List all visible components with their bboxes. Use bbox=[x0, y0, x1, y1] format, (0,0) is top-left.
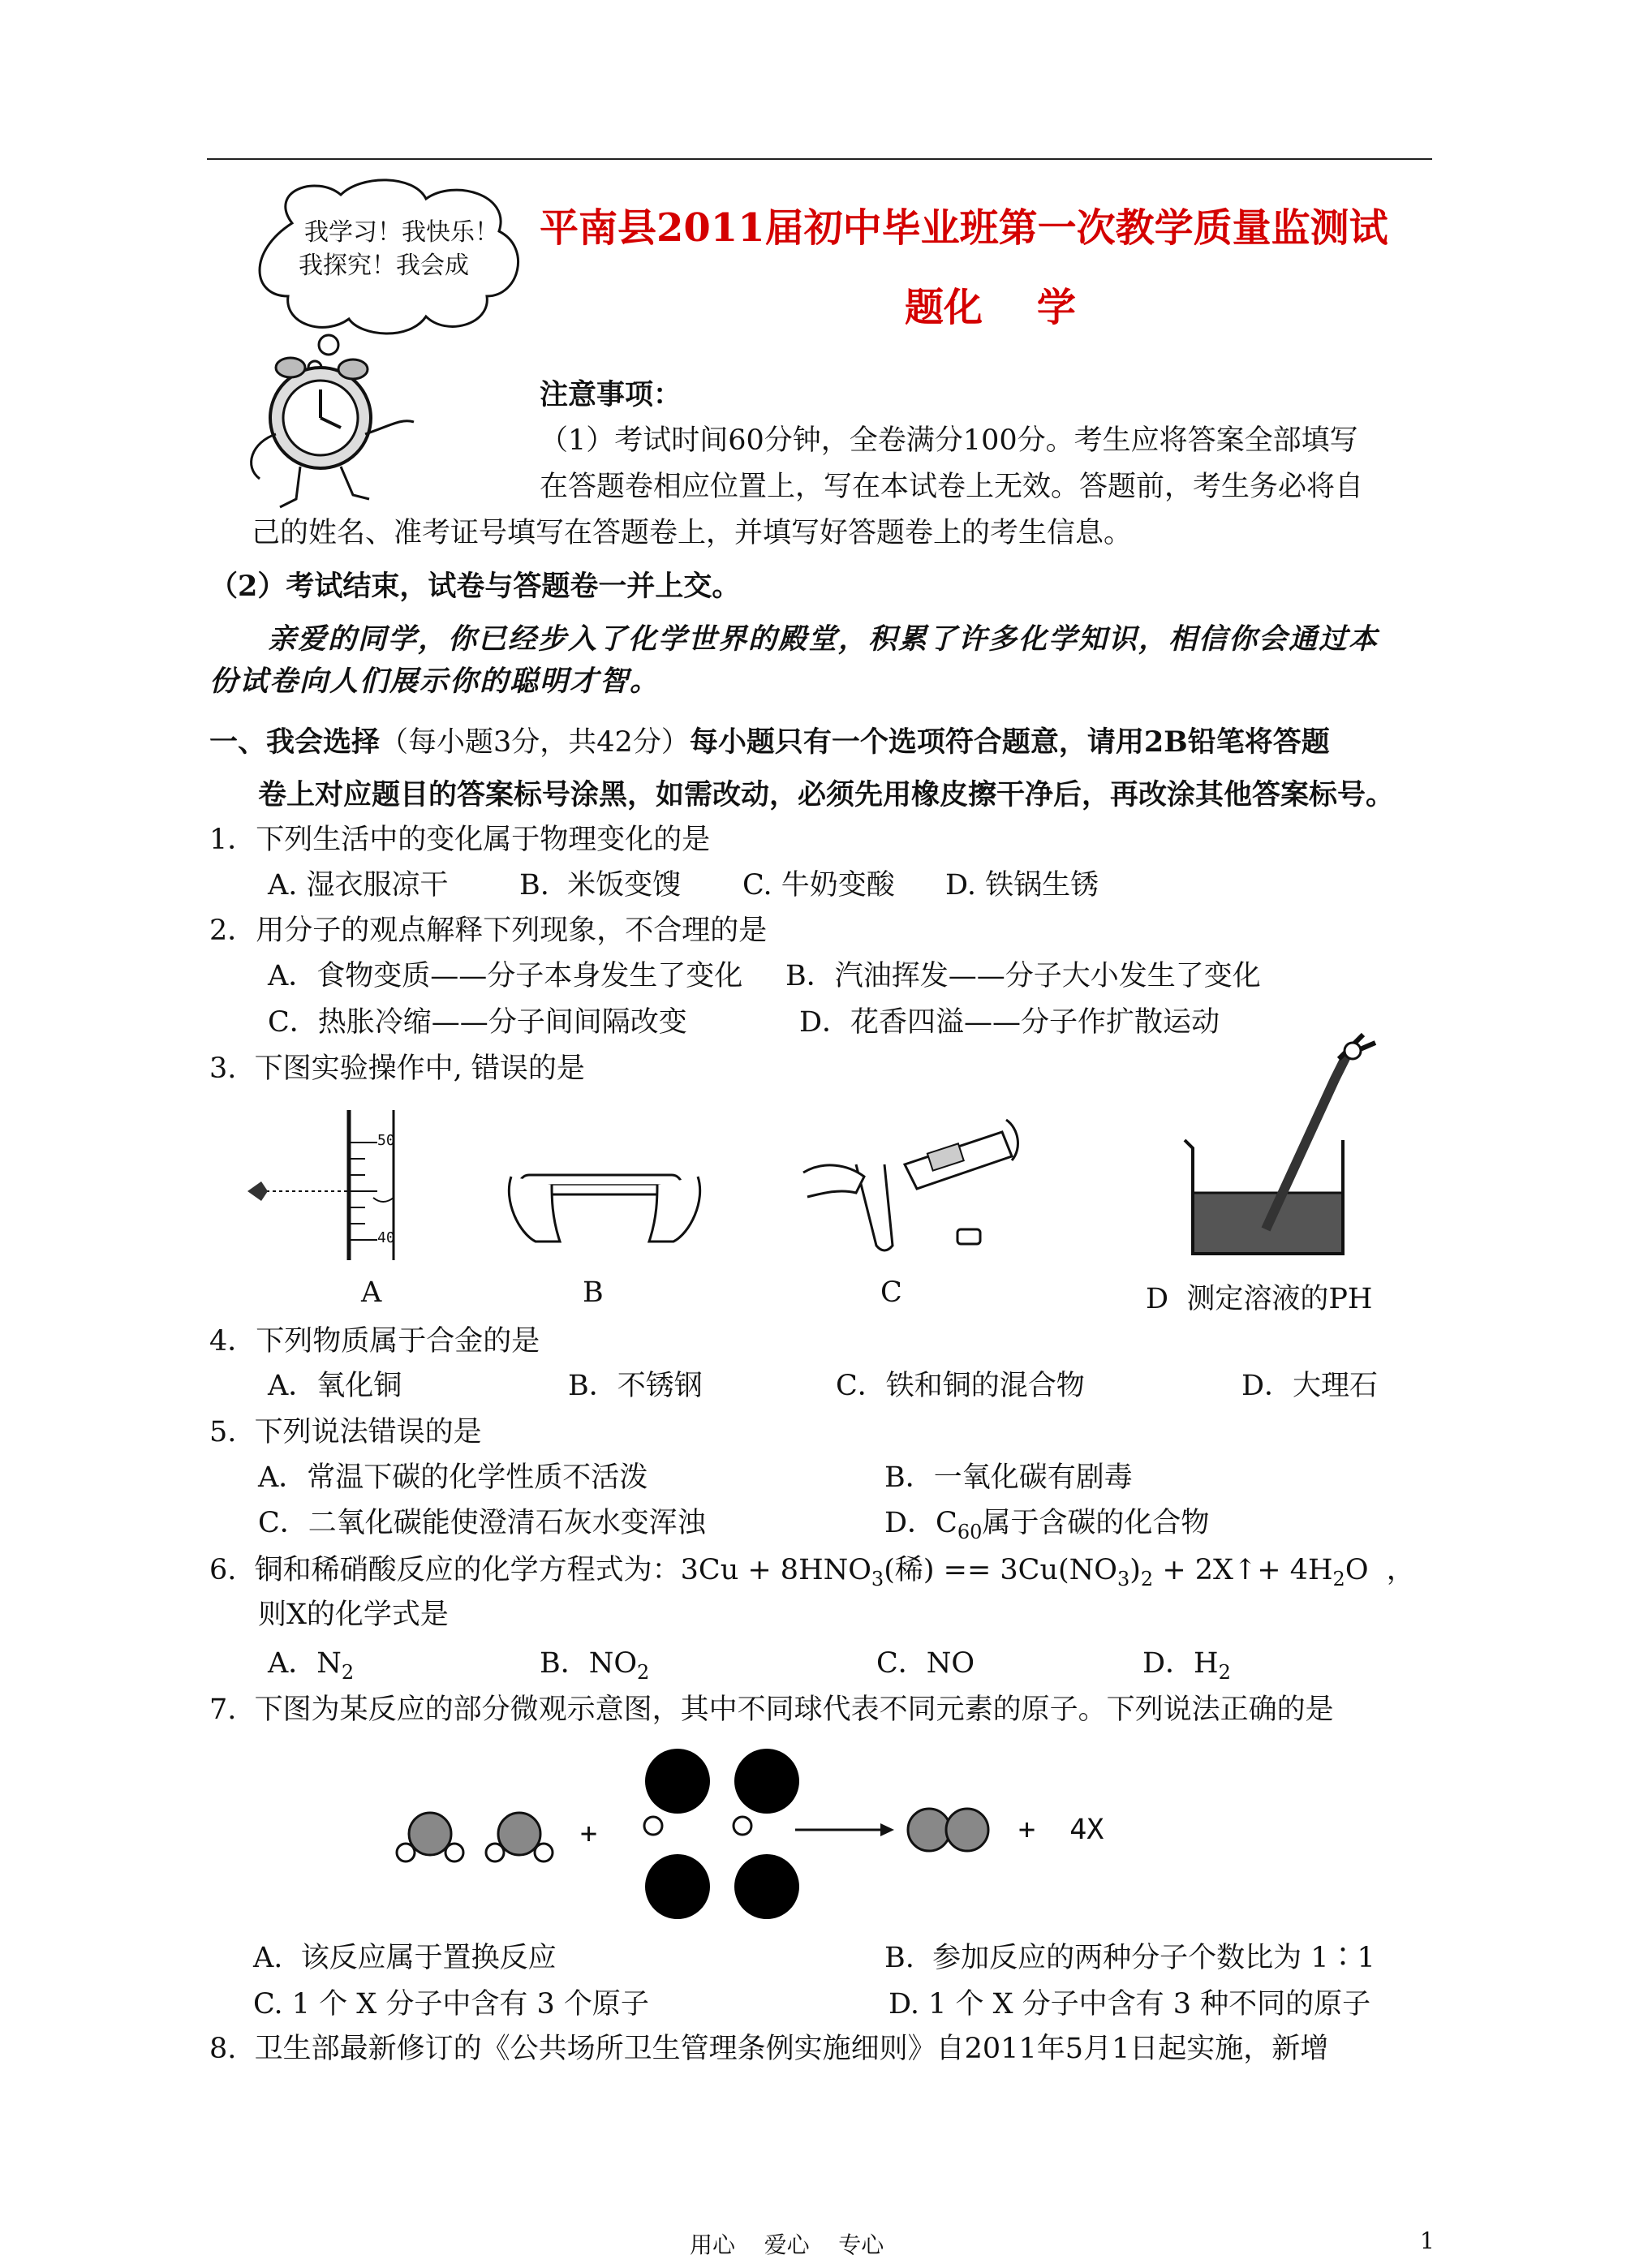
q1-option-b: B. 米饭变馊 bbox=[519, 869, 682, 902]
black-atom bbox=[734, 1749, 799, 1814]
grey-atom bbox=[409, 1813, 451, 1855]
section1-heading bbox=[209, 722, 1330, 763]
grey-atom bbox=[908, 1809, 950, 1851]
q5-option-c: C．二氧化碳能使澄清石灰水变浑浊 bbox=[258, 1507, 706, 1539]
section1-heading-b: （每小题3分，共42分） bbox=[380, 726, 690, 759]
small-atom bbox=[535, 1844, 553, 1861]
q2-option-c: C．热胀冷缩——分子间间隔改变 bbox=[268, 1006, 687, 1039]
q3-label-c: C bbox=[880, 1276, 902, 1309]
small-atom bbox=[486, 1844, 504, 1861]
figure-b-test-tube-hands bbox=[503, 1160, 706, 1250]
eye-icon bbox=[247, 1181, 268, 1201]
notice-item1-line2: 在答题卷相应位置上，写在本试卷上无效。答题前，考生务必将自 bbox=[540, 471, 1364, 503]
notice-item1-line3: 己的姓名、准考证号填写在答题卷上，并填写好答题卷上的考生信息。 bbox=[252, 517, 1133, 549]
q6-stem-mid: (稀) == 3Cu(NO bbox=[884, 1554, 1117, 1586]
notice-heading: 注意事项： bbox=[540, 378, 682, 411]
q6-stem-end: O ， bbox=[1345, 1554, 1415, 1586]
cylinder-mark-40: 40 bbox=[377, 1229, 395, 1246]
page-title-line2: 题化 学 bbox=[905, 285, 1076, 330]
q6-option-a bbox=[268, 1643, 354, 1693]
black-atom bbox=[645, 1854, 710, 1919]
q6-d-pre: D．H bbox=[1142, 1647, 1219, 1680]
q8-stem: 8. 卫生部最新修订的《公共场所卫生管理条例实施细则》自2011年5月1日起实施，新增 bbox=[209, 2033, 1329, 2065]
figure-c-pouring-reagent bbox=[799, 1116, 1026, 1258]
q4-option-a: A．氧化铜 bbox=[268, 1370, 402, 1402]
q6-sub-2b: 2 bbox=[1332, 1568, 1345, 1590]
section1-heading-c: 每小题只有一个选项符合题意，请用2B铅笔将答题 bbox=[689, 725, 1330, 759]
q6-option-b bbox=[540, 1643, 649, 1693]
q1-option-c: C. 牛奶变酸 bbox=[742, 869, 895, 902]
q7-option-b: B. 参加反应的两种分子个数比为 1∶1 bbox=[884, 1942, 1375, 1974]
q6-stem-pre: 6. 铜和稀硝酸反应的化学方程式为：3Cu + 8HNO bbox=[209, 1554, 871, 1586]
q4-stem: 4．下列物质属于合金的是 bbox=[209, 1325, 540, 1358]
q7-option-a: A. 该反应属于置换反应 bbox=[253, 1942, 557, 1974]
q1-stem: 1．下列生活中的变化属于物理变化的是 bbox=[209, 824, 711, 856]
q4-option-c: C．铁和铜的混合物 bbox=[836, 1370, 1085, 1402]
q5-option-b: B．一氧化碳有剧毒 bbox=[884, 1461, 1133, 1494]
q1-option-d: D. 铁锅生锈 bbox=[945, 869, 1099, 902]
q7-option-d: D. 1 个 X 分子中含有 3 种不同的原子 bbox=[888, 1988, 1371, 2021]
q1-option-a: A. 湿衣服凉干 bbox=[268, 869, 449, 902]
header-rule bbox=[207, 158, 1432, 160]
small-atom bbox=[397, 1844, 415, 1861]
q2-option-a: A．食物变质——分子本身发生了变化 bbox=[268, 960, 743, 992]
q6-sub-2: 2 bbox=[1140, 1568, 1154, 1590]
q6-d-sub: 2 bbox=[1218, 1661, 1231, 1684]
page-number: 1 bbox=[1420, 2227, 1435, 2254]
q7-reaction-diagram bbox=[389, 1745, 1120, 1935]
q5-option-a: A．常温下碳的化学性质不活泼 bbox=[258, 1461, 648, 1494]
q5-d-post: 属于含碳的化合物 bbox=[982, 1507, 1210, 1539]
q5-option-d bbox=[884, 1503, 1209, 1552]
q7-plus-4x: + 4X bbox=[1018, 1814, 1104, 1846]
q6-b-sub: 2 bbox=[637, 1661, 650, 1684]
figure-d-beaker-ph-test bbox=[1181, 1031, 1392, 1262]
q6-stem bbox=[209, 1550, 1415, 1599]
greeting-line1: 亲爱的同学，你已经步入了化学世界的殿堂，积累了许多化学知识，相信你会通过本 bbox=[268, 622, 1379, 656]
q7-stem: 7. 下图为某反应的部分微观示意图，其中不同球代表不同元素的原子。下列说法正确的是 bbox=[209, 1693, 1334, 1726]
q5-d-sub: 60 bbox=[957, 1521, 983, 1543]
q6-sub-3b: 3 bbox=[1117, 1568, 1130, 1590]
section1-heading-a: 一、我会选择 bbox=[209, 725, 381, 759]
q6-option-c: C．NO bbox=[876, 1647, 975, 1680]
q5-stem: 5. 下列说法错误的是 bbox=[209, 1416, 482, 1448]
notice-item1-line1: （1）考试时间60分钟，全卷满分100分。考生应将答案全部填写 bbox=[540, 424, 1358, 457]
notice-item2: （2）考试结束，试卷与答题卷一并上交。 bbox=[209, 570, 741, 603]
q6-b-pre: B．NO bbox=[540, 1647, 638, 1680]
q2-option-d: D．花香四溢——分子作扩散运动 bbox=[799, 1006, 1220, 1039]
cloud-text-2: 我探究！我会成 bbox=[299, 252, 469, 280]
q3-stem: 3. 下图实验操作中, 错误的是 bbox=[209, 1052, 585, 1085]
cylinder-mark-50: 50 bbox=[377, 1132, 395, 1149]
q6-option-d bbox=[1142, 1643, 1231, 1693]
q6-stem-paren: ) bbox=[1129, 1554, 1141, 1586]
q3-label-a: A bbox=[361, 1276, 382, 1309]
q2-stem: 2．用分子的观点解释下列现象，不合理的是 bbox=[209, 915, 768, 947]
q4-option-d: D．大理石 bbox=[1241, 1370, 1379, 1402]
grey-atom bbox=[498, 1813, 540, 1855]
footer-center: 用心 爱心 专心 bbox=[690, 2231, 884, 2258]
q5-d-pre: D．C bbox=[884, 1507, 957, 1539]
q7-plus: + bbox=[580, 1818, 598, 1850]
black-atom bbox=[645, 1749, 710, 1814]
small-atom bbox=[644, 1817, 662, 1835]
q6-a-sub: 2 bbox=[341, 1661, 355, 1684]
figure-a-graduated-cylinder bbox=[243, 1110, 430, 1268]
grey-atom bbox=[946, 1809, 988, 1851]
q3-label-d: D 测定溶液的PH bbox=[1146, 1283, 1373, 1315]
q6-sub-3: 3 bbox=[871, 1568, 884, 1590]
q4-option-b: B．不锈钢 bbox=[568, 1370, 703, 1402]
q3-label-b: B bbox=[583, 1276, 604, 1309]
page-title-line1: 平南县2011届初中毕业班第一次教学质量监测试 bbox=[540, 205, 1388, 251]
q6-a-pre: A．N bbox=[268, 1647, 342, 1680]
small-atom bbox=[445, 1844, 463, 1861]
small-atom bbox=[734, 1817, 751, 1835]
greeting-line2: 份试卷向人们展示你的聪明才智。 bbox=[209, 665, 660, 698]
cloud-text-1: 我学习！我快乐！ bbox=[304, 218, 499, 247]
q2-option-b: B．汽油挥发——分子大小发生了变化 bbox=[785, 960, 1261, 992]
q7-option-c: C. 1 个 X 分子中含有 3 个原子 bbox=[253, 1988, 649, 2021]
q6-line2: 则X的化学式是 bbox=[258, 1599, 449, 1631]
q6-stem-post: + 2X↑+ 4H bbox=[1153, 1554, 1333, 1586]
section1-heading-line2: 卷上对应题目的答案标号涂黑，如需改动，必须先用橡皮擦干净后，再改涂其他答案标号。 bbox=[258, 778, 1395, 811]
black-atom bbox=[734, 1854, 799, 1919]
